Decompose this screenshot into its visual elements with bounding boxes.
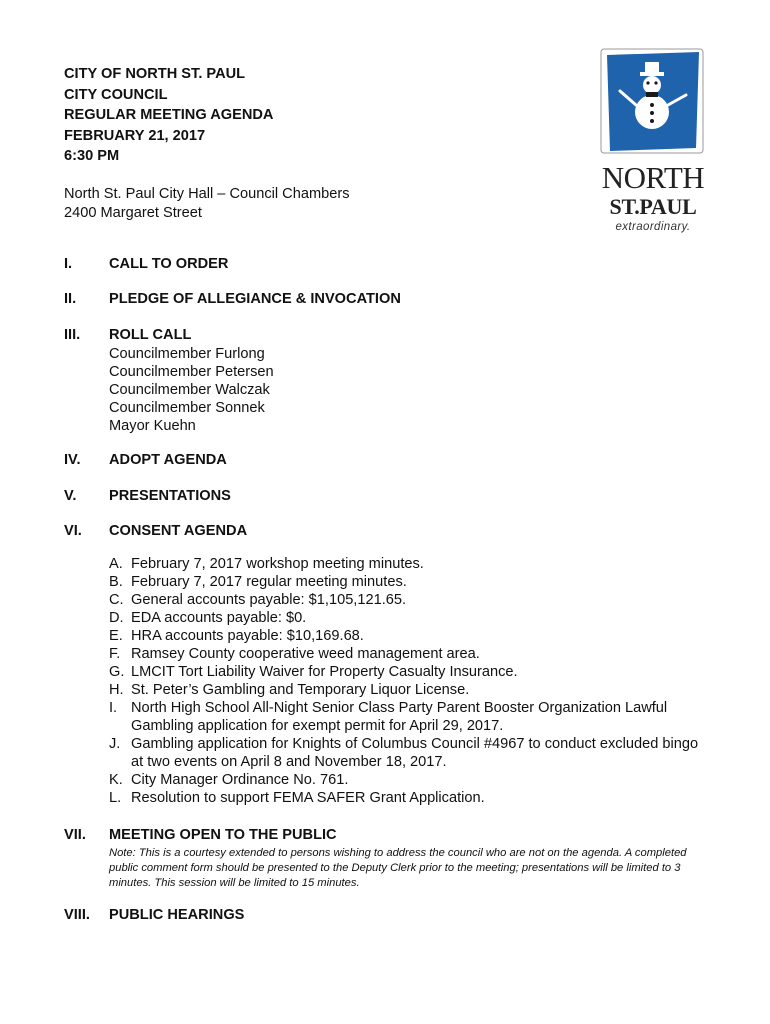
public-comment-note: Note: This is a courtesy extended to persons wishing to address the council who are not on the agenda. A completed public comment form should be presented to the Deputy Clerk prior to the meeting; presentations will be limited to 3 minutes. This session will be limited to 15 minutes. [109,847,687,889]
logo-name-stpaul: ST.PAUL [609,194,697,219]
item-text: Resolution to support FEMA SAFER Grant Application. [131,790,485,806]
section-number: III. [64,327,81,343]
list-item [109,735,724,771]
section-public-hearings [64,906,724,925]
item-text: City Manager Ordinance No. 761. [131,772,349,788]
meeting-location [64,185,350,223]
item-letter: K. [109,772,123,788]
section-pledge [64,290,724,309]
section-public-comment [64,826,724,891]
list-item [109,555,724,573]
section-title: MEETING OPEN TO THE PUBLIC [109,827,337,843]
item-text: LMCIT Tort Liability Waiver for Property Casualty Insurance. [131,664,518,680]
section-title: PRESENTATIONS [109,488,231,504]
item-letter: G. [109,664,125,680]
section-presentations [64,487,724,506]
item-text: St. Peter’s Gambling and Temporary Liquor License. [131,682,470,698]
header-council: CITY COUNCIL [64,86,168,103]
section-consent-agenda [64,522,724,807]
section-number: VI. [64,523,82,539]
location-address: 2400 Margaret Street [64,204,202,221]
list-item [109,663,724,681]
list-item [109,573,724,591]
roll-call-member: Councilmember Furlong [109,346,265,362]
section-call-to-order [64,255,724,274]
list-item [109,699,724,735]
logo-name-north: NORTH [601,160,705,195]
roll-call-list [109,345,724,435]
list-item [109,591,724,609]
section-title: ADOPT AGENDA [109,452,227,468]
item-letter: D. [109,610,124,626]
section-number: I. [64,256,73,272]
section-number: IV. [64,452,81,468]
roll-call-member: Mayor Kuehn [109,418,196,434]
item-letter: B. [109,574,123,590]
item-text: General accounts payable: $1,105,121.65. [131,592,407,608]
roll-call-member: Councilmember Sonnek [109,400,265,416]
logo-tagline: extraordinary. [615,221,691,233]
roll-call-member: Councilmember Petersen [109,364,274,380]
list-item [109,771,724,789]
list-item [109,789,724,807]
item-letter: H. [109,682,124,698]
list-item [109,609,724,627]
item-letter: F. [109,646,121,662]
item-letter: L. [109,790,122,806]
header-agenda-type: REGULAR MEETING AGENDA [64,107,274,123]
section-title: CONSENT AGENDA [109,523,248,539]
section-number: VIII. [64,907,90,923]
section-adopt-agenda [64,451,724,470]
section-title: CALL TO ORDER [109,256,229,272]
item-text: Gambling application for Knights of Columbus Council #4967 to conduct excluded bingo at two events on April 8 and November 18, 2017. [131,736,699,770]
item-text: EDA accounts payable: $0. [131,610,307,626]
section-title: PLEDGE OF ALLEGIANCE & INVOCATION [109,291,401,307]
agenda-header [64,64,350,223]
city-logo [592,45,714,240]
header-time: 6:30 PM [64,148,120,164]
item-text: HRA accounts payable: $10,169.68. [131,628,364,644]
header-city: CITY OF NORTH ST. PAUL [64,66,246,82]
item-text: Ramsey County cooperative weed management area. [131,646,480,662]
item-letter: E. [109,628,123,644]
snowman-logo-icon [592,45,714,157]
header-date: FEBRUARY 21, 2017 [64,127,206,144]
section-roll-call [64,326,724,435]
section-number: II. [64,291,77,307]
section-title: PUBLIC HEARINGS [109,907,245,923]
item-text: February 7, 2017 workshop meeting minutes. [131,556,424,572]
location-name: North St. Paul City Hall – Council Chambers [64,185,350,202]
item-letter: C. [109,592,124,608]
section-title: ROLL CALL [109,327,192,343]
item-letter: I. [109,700,118,716]
item-letter: J. [109,736,121,752]
list-item [109,681,724,699]
list-item [109,627,724,645]
item-text: February 7, 2017 regular meeting minutes. [131,574,407,590]
list-item [109,645,724,663]
consent-items-list [109,555,724,807]
roll-call-member: Councilmember Walczak [109,382,270,398]
item-letter: A. [109,556,123,572]
section-number: V. [64,488,77,504]
section-number: VII. [64,827,86,843]
item-text: North High School All-Night Senior Class Party Parent Booster Organization Lawful Gambling application for exempt permit for April 29, 2017. [131,700,668,734]
